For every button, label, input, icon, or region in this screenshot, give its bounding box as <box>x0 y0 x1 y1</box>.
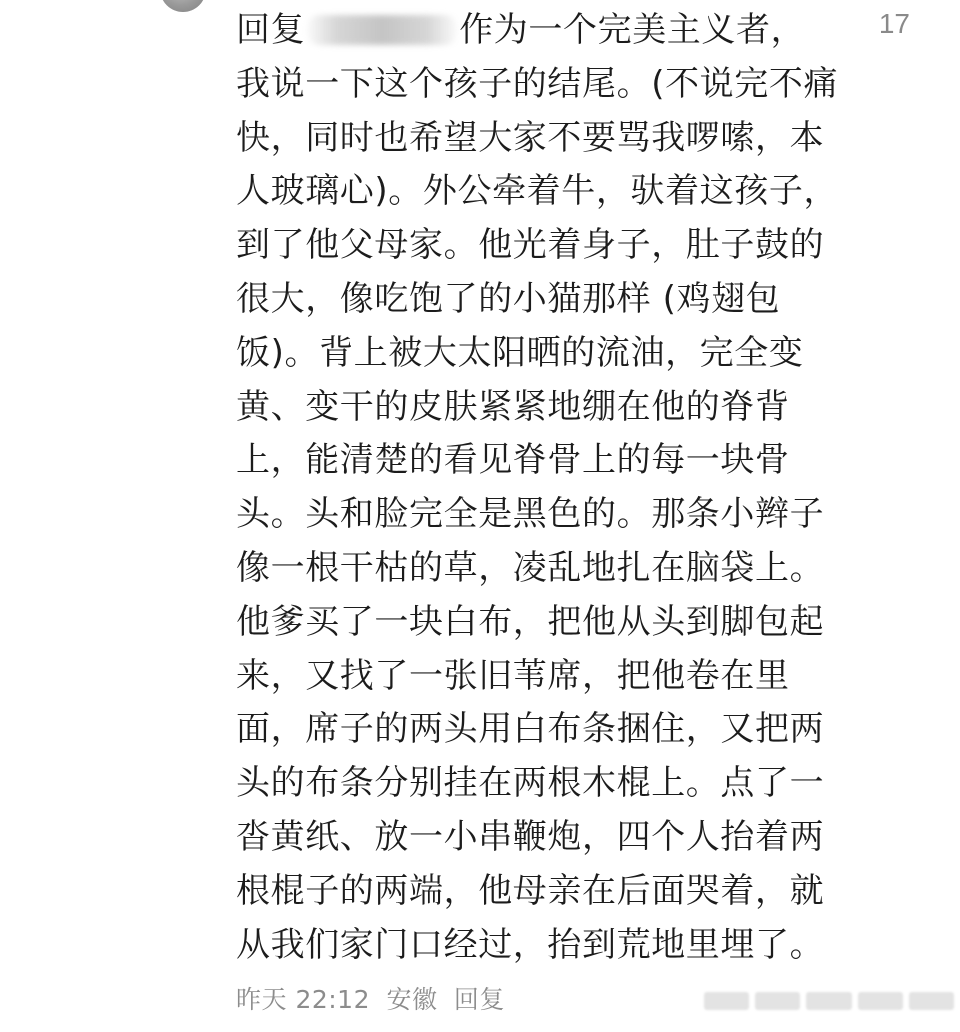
comment-location: 安徽 <box>386 985 438 1014</box>
comment-line: 到了他父母家。他光着身子，肚子鼓的 <box>236 225 825 266</box>
next-comment-preview-blurred <box>704 992 954 1010</box>
comment-line: 作为一个完美主义者， <box>459 10 806 50</box>
comment-line: 我说一下这个孩子的结尾。(不说完不痛 <box>236 63 839 104</box>
comment-line: 快，同时也希望大家不要骂我啰嗦，本 <box>236 117 825 158</box>
comment-line: 头。头和脸完全是黑色的。那条小辫子 <box>236 494 825 535</box>
comment-line: 面，席子的两头用白布条捆住，又把两 <box>236 709 825 750</box>
comment-body <box>236 4 839 972</box>
comment-line: 人玻璃心)。外公牵着牛，驮着这孩子， <box>236 171 839 212</box>
comment-line: 很大，像吃饱了的小猫那样 (鸡翅包 <box>236 278 781 319</box>
reply-prefix: 回复 <box>236 10 306 50</box>
like-count[interactable]: 17 <box>878 8 910 39</box>
comment-line: 沓黄纸、放一小串鞭炮，四个人抬着两 <box>236 816 825 857</box>
comment-line: 根棍子的两端，他母亲在后面哭着，就 <box>236 870 825 911</box>
comment-line-first <box>236 4 836 58</box>
reply-button[interactable]: 回复 <box>453 985 505 1014</box>
comment-line: 头的布条分别挂在两根木棍上。点了一 <box>236 763 825 804</box>
comment-line: 上，能清楚的看见脊骨上的每一块骨 <box>236 440 790 481</box>
comment-line: 从我们家门口经过，抬到荒地里埋了。 <box>236 924 825 965</box>
comment-line: 来，又找了一张旧苇席，把他卷在里 <box>236 655 790 696</box>
mention-username-blurred[interactable] <box>307 15 457 45</box>
comment-line: 像一根干枯的草，凌乱地扎在脑袋上。 <box>236 547 825 588</box>
comment-line: 他爹买了一块白布，把他从头到脚包起 <box>236 601 825 642</box>
comment-time: 昨天 22:12 <box>236 985 370 1014</box>
avatar[interactable] <box>160 0 206 12</box>
comment-meta <box>236 980 513 1016</box>
comment-line: 黄、变干的皮肤紧紧地绷在他的脊背 <box>236 386 790 427</box>
comment-line: 饭)。背上被大太阳晒的流油，完全变 <box>236 332 804 373</box>
